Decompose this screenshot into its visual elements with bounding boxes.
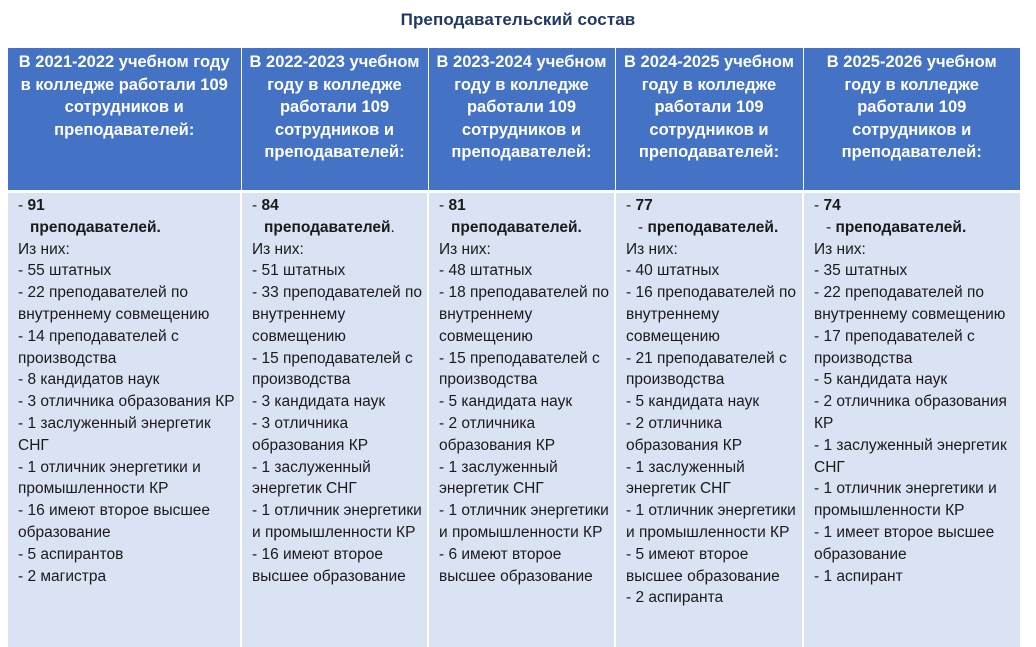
teachers-total-line bbox=[814, 195, 1016, 217]
of-them-label: Из них: bbox=[252, 240, 304, 258]
teachers-total: 74 bbox=[823, 197, 841, 214]
list-item: - 33 преподавателей по внутреннему совмещению bbox=[252, 284, 423, 345]
list-item: - 2 отличника образования КР bbox=[814, 393, 1007, 432]
list-item: - 1 отличник энергетики и промышленности КР bbox=[626, 502, 796, 541]
teachers-label-line bbox=[18, 217, 236, 239]
column-header: В 2025-2026 учебном году в колледже работали 109 сотрудников и преподавателей: bbox=[803, 48, 1020, 192]
list-item: - 2 магистра bbox=[18, 567, 107, 585]
teachers-label-line bbox=[814, 217, 1016, 239]
list-item: - 1 имеет второе высшее образование bbox=[814, 523, 995, 563]
teachers-prefix: - bbox=[826, 218, 836, 236]
list-item: - 1 заслуженный энергетик СНГ bbox=[18, 414, 211, 454]
list-item: - 1 отличник энергетики и промышленности КР bbox=[439, 502, 609, 541]
list-item: - 3 кандидата наук bbox=[252, 393, 386, 411]
column-header: В 2021-2022 учебном году в колледже работали 109 сотрудников и преподавателей: bbox=[8, 48, 241, 192]
bullet-dash: - bbox=[439, 197, 449, 214]
teachers-prefix: - bbox=[638, 218, 648, 236]
teachers-label-line bbox=[252, 217, 423, 239]
bullet-dash: - bbox=[18, 197, 28, 214]
header-row bbox=[8, 48, 1020, 192]
teachers-total-line bbox=[18, 195, 236, 217]
list-item: - 21 преподавателей с производства bbox=[626, 349, 787, 389]
bullet-dash: - bbox=[252, 197, 262, 214]
list-item: - 5 кандидата наук bbox=[626, 393, 760, 411]
bullet-dash: - bbox=[626, 197, 636, 214]
of-them-label: Из них: bbox=[626, 240, 678, 258]
list-item: - 5 кандидата наук bbox=[439, 393, 573, 411]
body-row bbox=[8, 192, 1020, 647]
column-header: В 2024-2025 учебном году в колледже работали 109 сотрудников и преподавателей: bbox=[615, 48, 803, 192]
list-item: - 18 преподавателей по внутреннему совмещению bbox=[439, 284, 610, 345]
teachers-label: преподавателей. bbox=[835, 218, 967, 236]
of-them-label: Из них: bbox=[814, 240, 866, 258]
list-item: - 35 штатных bbox=[814, 262, 908, 280]
column-cell bbox=[803, 192, 1020, 647]
list-item: - 2 аспиранта bbox=[626, 589, 724, 607]
staff-table bbox=[8, 48, 1020, 647]
list-item: - 3 отличника образования КР bbox=[18, 393, 235, 411]
of-them-label: Из них: bbox=[18, 240, 70, 258]
teachers-total-line bbox=[626, 195, 798, 217]
teachers-label: преподавателей. bbox=[30, 218, 161, 236]
teachers-label: преподавателей. bbox=[451, 218, 582, 236]
list-item: - 1 заслуженный энергетик СНГ bbox=[252, 458, 371, 498]
list-item: - 48 штатных bbox=[439, 262, 533, 280]
list-item: - 2 отличника образования КР bbox=[439, 414, 556, 454]
teachers-label-line bbox=[626, 217, 798, 239]
column-cell bbox=[8, 192, 241, 647]
of-them-label: Из них: bbox=[439, 240, 491, 258]
list-item: - 1 заслуженный энергетик СНГ bbox=[626, 458, 745, 498]
list-item: - 40 штатных bbox=[626, 262, 720, 280]
list-item: - 51 штатных bbox=[252, 262, 346, 280]
list-item: - 16 имеют второе высшее образование bbox=[18, 502, 211, 541]
page-title: Преподавательский состав bbox=[400, 10, 636, 29]
teachers-total-line bbox=[252, 195, 423, 217]
list-item: - 5 кандидата наук bbox=[814, 371, 948, 389]
bullet-dash: - bbox=[814, 197, 824, 214]
list-item: - 5 аспирантов bbox=[18, 545, 124, 563]
teachers-label: преподавателей. bbox=[647, 218, 779, 236]
teachers-total: 84 bbox=[261, 197, 279, 214]
column-cell bbox=[615, 192, 803, 647]
list-item: - 1 отличник энергетики и промышленности КР bbox=[814, 480, 997, 520]
teachers-suffix: . bbox=[390, 218, 395, 236]
list-item: - 6 имеют второе высшее образование bbox=[439, 545, 593, 585]
teachers-total: 81 bbox=[448, 197, 466, 214]
list-item: - 15 преподавателей с производства bbox=[252, 349, 413, 389]
list-item: - 1 заслуженный энергетик СНГ bbox=[814, 436, 1007, 476]
list-item: - 3 отличника образования КР bbox=[252, 414, 369, 454]
column-cell bbox=[241, 192, 428, 647]
list-item: - 8 кандидатов наук bbox=[18, 371, 160, 389]
list-item: - 55 штатных bbox=[18, 262, 112, 280]
list-item: - 17 преподавателей с производства bbox=[814, 327, 975, 367]
list-item: - 22 преподавателей по внутреннему совмещению bbox=[18, 284, 210, 323]
column-cell bbox=[428, 192, 615, 647]
list-item: - 16 преподавателей по внутреннему совмещению bbox=[626, 284, 797, 345]
list-item: - 15 преподавателей с производства bbox=[439, 349, 600, 389]
list-item: - 1 аспирант bbox=[814, 567, 903, 585]
list-item: - 2 отличника образования КР bbox=[626, 414, 743, 454]
teachers-label-line bbox=[439, 217, 610, 239]
list-item: - 1 заслуженный энергетик СНГ bbox=[439, 458, 558, 498]
teachers-total-line bbox=[439, 195, 610, 217]
column-header: В 2023-2024 учебном году в колледже работали 109 сотрудников и преподавателей: bbox=[428, 48, 615, 192]
list-item: - 14 преподавателей с производства bbox=[18, 327, 179, 367]
teachers-total: 77 bbox=[635, 197, 653, 214]
column-header: В 2022-2023 учебном году в колледже работали 109 сотрудников и преподавателей: bbox=[241, 48, 428, 192]
list-item: - 1 отличник энергетики и промышленности КР bbox=[18, 458, 201, 498]
list-item: - 1 отличник энергетики и промышленности КР bbox=[252, 502, 422, 541]
list-item: - 16 имеют второе высшее образование bbox=[252, 545, 406, 585]
list-item: - 22 преподавателей по внутреннему совмещению bbox=[814, 284, 1006, 323]
teachers-total: 91 bbox=[27, 197, 45, 214]
list-item: - 5 имеют второе высшее образование bbox=[626, 545, 780, 585]
teachers-label: преподавателей bbox=[264, 218, 391, 236]
